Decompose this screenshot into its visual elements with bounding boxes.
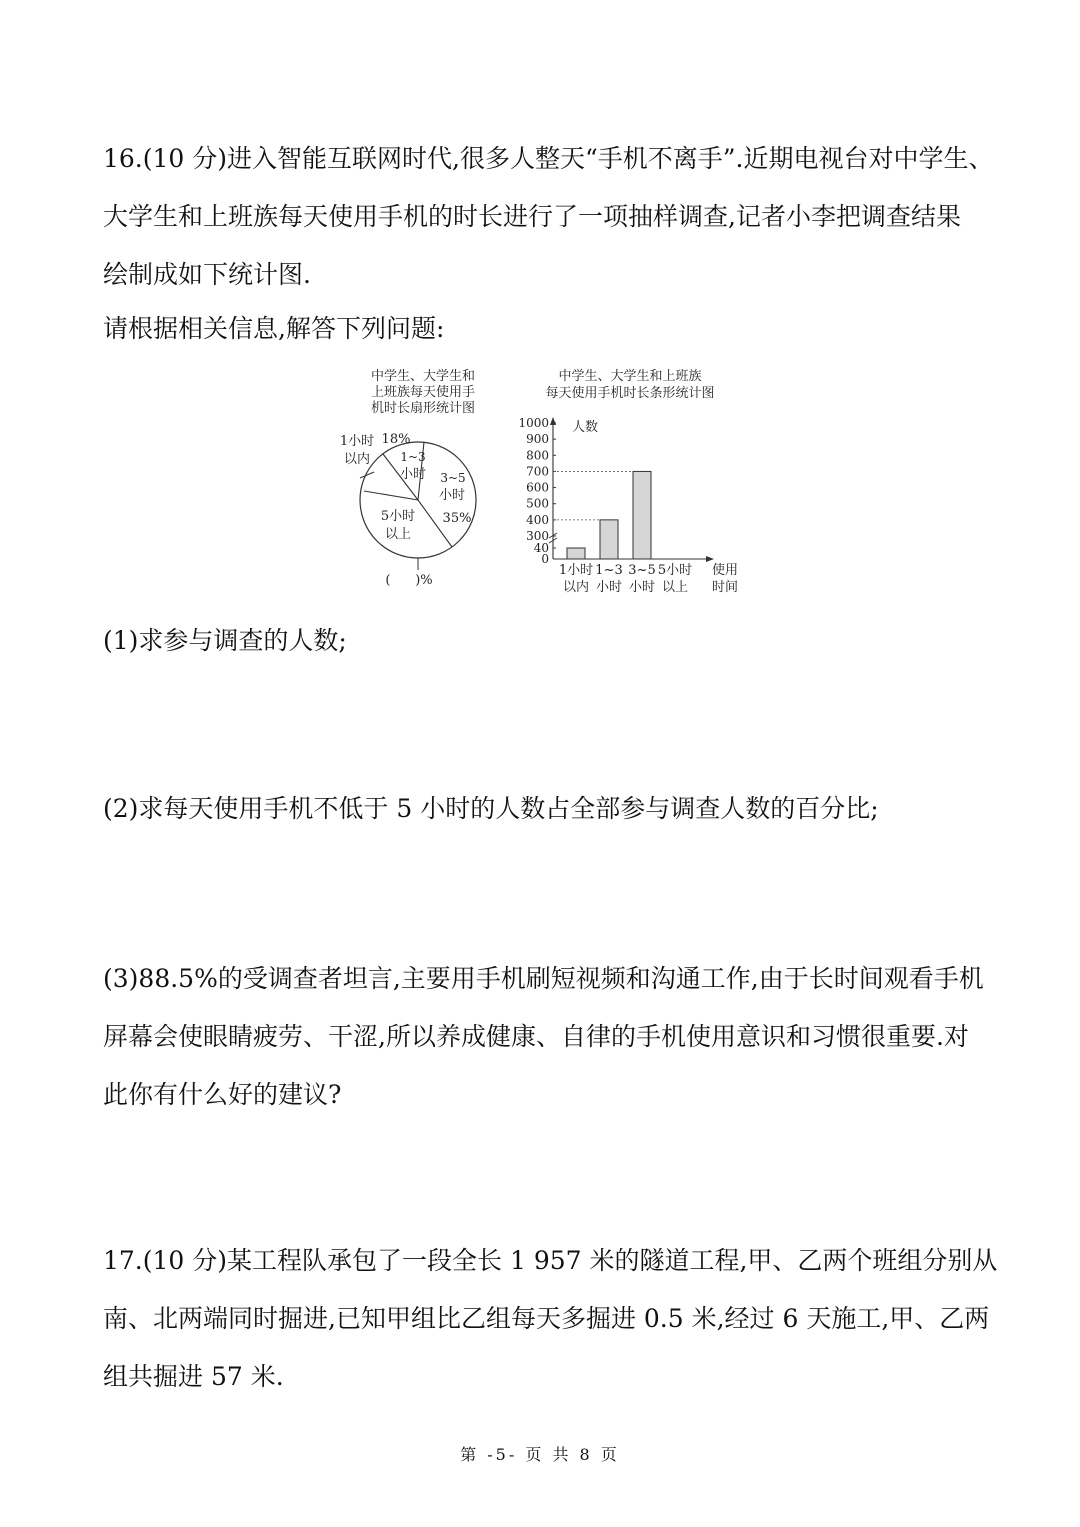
sub-question-3-line-1: (3)88.5%的受调查者坦言,主要用手机刷短视频和沟通工作,由于长时间观看手机 [103,964,984,993]
bar-ylabel: 人数 [572,420,599,435]
x-tick-label: 以上 [661,580,689,595]
bars [567,471,651,559]
pie-slice-line-4 [364,491,418,500]
pie-title-line-3: 机时长扇形统计图 [370,401,476,416]
guide-lines [553,471,633,519]
question-16-line-1: 16.(10 分)进入智能互联网时代,很多人整天“手机不离手”.近期电视台对中学生、 [103,144,994,173]
y-axis-arrow [550,417,556,425]
sub-question-1-text: (1)求参与调查的人数; [103,626,347,655]
instruction-line: 请根据相关信息,解答下列问题: [103,314,445,343]
y-tick-label: 900 [526,432,549,447]
y-tick-label: 600 [526,480,549,495]
bar-xlabel-line-2: 时间 [711,580,739,595]
pie-label-over5h-1: 5小时 [380,509,416,524]
x-tick-label: 小时 [595,580,623,595]
x-tick-label: 1小时 [558,563,594,578]
bar-chart [518,368,738,595]
x-tick-label: 以内 [562,580,590,595]
x-tick-label: 1~3 [595,563,623,578]
pie-label-under1h-2: 以内 [343,452,371,467]
question-16-line-3: 绘制成如下统计图. [103,260,311,289]
sub-question-3 [103,950,983,1124]
question-17 [103,1232,998,1406]
charts-svg [320,360,760,610]
bar-title-line-2: 每天使用手机时长条形统计图 [545,386,715,401]
bar-2 [633,471,651,559]
y-tick-label: 700 [526,464,549,479]
x-tick-label: 3~5 [628,563,656,578]
sub-question-3-line-3: 此你有什么好的建议? [103,1080,342,1109]
x-tick-labels [559,563,692,595]
sub-question-2 [103,780,983,838]
pie-title-line-1: 中学生、大学生和 [370,369,476,384]
y-tick-label: 0 [541,552,549,566]
question-17-line-2: 南、北两端同时掘进,已知甲组比乙组每天多掘进 0.5 米,经过 6 天施工,甲、乙两 [103,1304,990,1333]
bar-1 [600,520,618,559]
bar-0 [567,548,585,559]
x-axis-arrow [706,556,714,562]
y-tick-label: 500 [526,496,549,511]
statistics-figure [320,360,760,610]
y-tick-label: 40 [533,541,549,555]
pie-label-3to5h-1: 3~5 [440,471,466,485]
pie-blank-annotation: ( )% [385,573,433,588]
y-tick-label: 300 [526,529,549,543]
instruction-text [103,300,983,358]
x-tick-label: 5小时 [657,563,693,578]
sub-question-3-line-2: 屏幕会使眼睛疲劳、干涩,所以养成健康、自律的手机使用意识和习惯很重要.对 [103,1022,969,1051]
pie-title-line-2: 上班族每天使用手 [370,385,476,400]
question-16-line-2: 大学生和上班族每天使用手机的时长进行了一项抽样调查,记者小李把调查结果 [103,202,961,231]
bar-xlabel-line-1: 使用 [711,563,739,578]
pie-chart [340,368,476,588]
x-tick-label: 小时 [628,580,656,595]
bar-title-line-1: 中学生、大学生和上班族 [558,369,702,384]
sub-question-2-text: (2)求每天使用手机不低于 5 小时的人数占全部参与调查人数的百分比; [103,794,879,823]
y-tick-label: 1000 [518,416,549,430]
pie-label-1to3h-2: 小时 [399,467,427,482]
pie-label-1to3h-1: 1~3 [400,450,426,464]
question-17-line-1: 17.(10 分)某工程队承包了一段全长 1 957 米的隧道工程,甲、乙两个班组分别从 [103,1246,998,1275]
sub-question-1 [103,612,983,670]
pie-value-under1h: 18% [381,432,411,447]
page-footer: 第 -5- 页 共 8 页 [460,1445,620,1464]
question-17-line-3: 组共掘进 57 米. [103,1362,284,1391]
pie-label-over5h-2: 以上 [384,527,412,542]
y-tick-label: 400 [526,512,549,527]
y-tick-label: 800 [526,448,549,463]
pie-label-3to5h-2: 小时 [438,488,466,503]
pie-label-under1h-1: 1小时 [339,434,375,449]
pie-value-3to5h: 35% [442,511,472,526]
y-tick-labels [518,416,556,566]
question-16 [103,130,994,304]
